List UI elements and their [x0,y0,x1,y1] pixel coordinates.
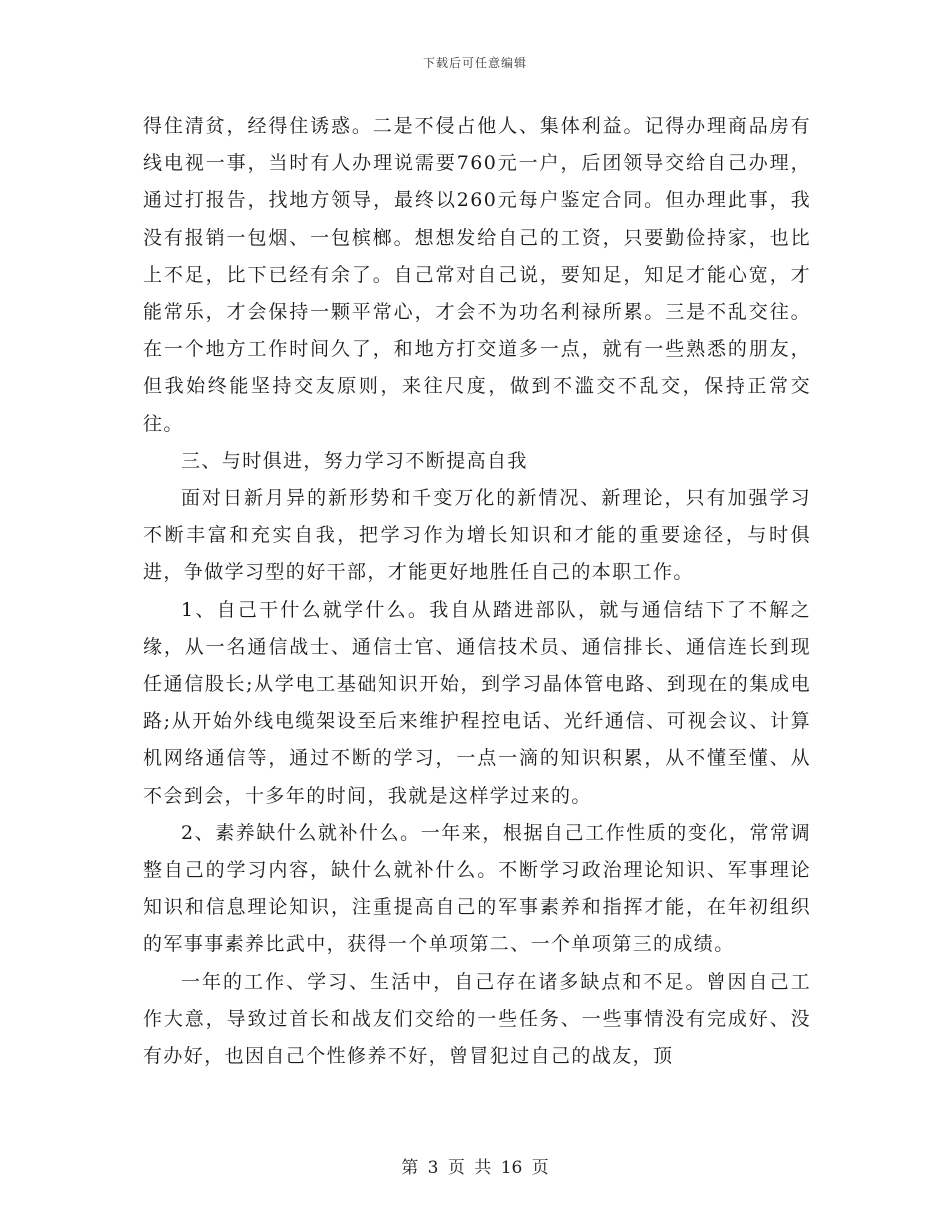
paragraph-integrity: 得住清贫，经得住诱惑。二是不侵占他人、集体利益。记得办理商品房有线电视一事，当时有人办理说需要760元一户，后团领导交给自己办理，通过打报告，找地方领导，最终以260元每户鉴定合同。但办理此事，我没有报销一包烟、一包槟榔。想想发给自己的工资，只要勤俭持家，也比上不足，比下已经有余了。自己常对自己说，要知足，知足才能心宽，才能常乐，才会保持一颗平常心，才会不为功名利禄所累。三是不乱交往。在一个地方工作时间久了，和地方打交道多一点，就有一些熟悉的朋友，但我始终能坚持交友原则，来往尺度，做到不滥交不乱交，保持正常交往。 [143,115,811,435]
paragraph-shortcomings: 一年的工作、学习、生活中，自己存在诸多缺点和不足。曾因自己工作大意，导致过首长和战友们交给的一些任务、一些事情没有完成好、没有办好，也因自己个性修养不好，曾冒犯过自己的战友，顶 [143,970,811,1068]
paragraph-study-item-1: 1、自己干什么就学什么。我自从踏进部队，就与通信结下了不解之缘，从一名通信战士、通信士官、通信技术员、通信排长、通信连长到现任通信股长;从学电工基础知识开始，到学习晶体管电路、到现在的集成电路;从开始外线电缆架设至后来维护程控电话、光纤通信、可视会议、计算机网络通信等，通过不断的学习，一点一滴的知识积累，从不懂至懂、从不会到会，十多年的时间，我就是这样学过来的。 [143,598,811,807]
document-body [143,108,811,1075]
paragraph-study-intro: 面对日新月异的新形势和千变万化的新情况、新理论，只有加强学习不断丰富和充实自我，把学习作为增长知识和才能的重要途径，与时俱进，争做学习型的好干部，才能更好地胜任自己的本职工作。 [143,487,811,584]
page-footer: 第 3 页 共 16 页 [401,1158,549,1178]
paragraph-study-item-2: 2、素养缺什么就补什么。一年来，根据自己工作性质的变化，常常调整自己的学习内容，缺什么就补什么。不断学习政治理论知识、军事理论知识和信息理论知识，注重提高自己的军事素养和指挥才能，在年初组织的军事事素养比武中，获得一个单项第二、一个单项第三的成绩。 [143,821,811,956]
section-heading-study: 三、与时俱进，努力学习不断提高自我 [181,449,528,472]
page-header: 下载后可任意编辑 [422,56,527,70]
